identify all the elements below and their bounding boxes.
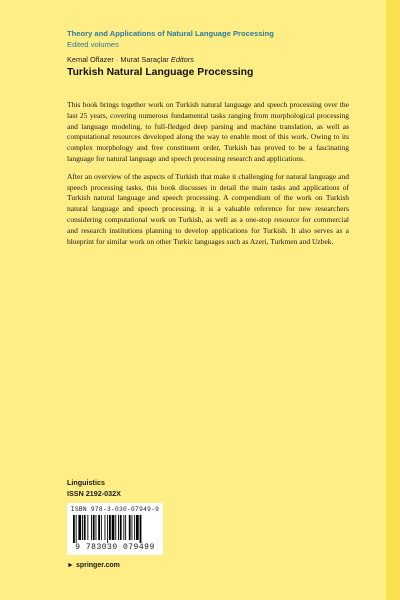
arrow-right-icon: ► bbox=[67, 562, 74, 569]
subject-block bbox=[67, 477, 121, 499]
barcode-digits: 9 783030 079499 bbox=[75, 543, 155, 552]
issn-label: ISSN 2192-032X bbox=[67, 489, 121, 498]
book-description bbox=[67, 100, 349, 254]
editors-line bbox=[67, 55, 194, 64]
subject-label: Linguistics bbox=[67, 478, 105, 487]
publisher-link[interactable] bbox=[67, 562, 120, 569]
barcode-icon bbox=[72, 515, 158, 543]
description-paragraph-2: After an overview of the aspects of Turkish that make it challenging for natural language and speech processing tasks, this book discusses in detail the main tasks and applications of Turkish natural language and speech processing. A compendium of the work on Turkish natural language and speech processing, it is a valuable reference for new researchers considering computational work on Turkish, as well as a one-stop resource for commercial and research institutions planning to develop applications for Turkish. It also serves as a blueprint for similar work on other Turkic languages such as Azeri, Turkmen and Uzbek. bbox=[67, 171, 349, 246]
cover-edge-strip bbox=[386, 0, 400, 600]
isbn-barcode bbox=[67, 503, 163, 555]
editor-names: Kemal Oflazer · Murat Saraçlar bbox=[67, 55, 169, 64]
series-subtitle: Edited volumes bbox=[67, 40, 119, 49]
description-paragraph-1: This book brings together work on Turkish natural language and speech processing over the last 25 years, covering numerous fundamental tasks ranging from morphological processing and language modeling, to full-fledged deep parsing and machine translation, as well as computational resources developed along the way to enable most of this work. Owing to its complex morphology and free constituent order, Turkish has proved to be a fascinating language for natural language and speech processing research and applications. bbox=[67, 100, 349, 163]
publisher-url: springer.com bbox=[75, 562, 120, 569]
editors-role: Editors bbox=[170, 55, 194, 64]
isbn-text: ISBN 978-3-030-07949-9 bbox=[70, 506, 160, 513]
series-info bbox=[67, 28, 274, 50]
series-title: Theory and Applications of Natural Language Processing bbox=[67, 29, 274, 38]
book-title: Turkish Natural Language Processing bbox=[67, 67, 254, 78]
